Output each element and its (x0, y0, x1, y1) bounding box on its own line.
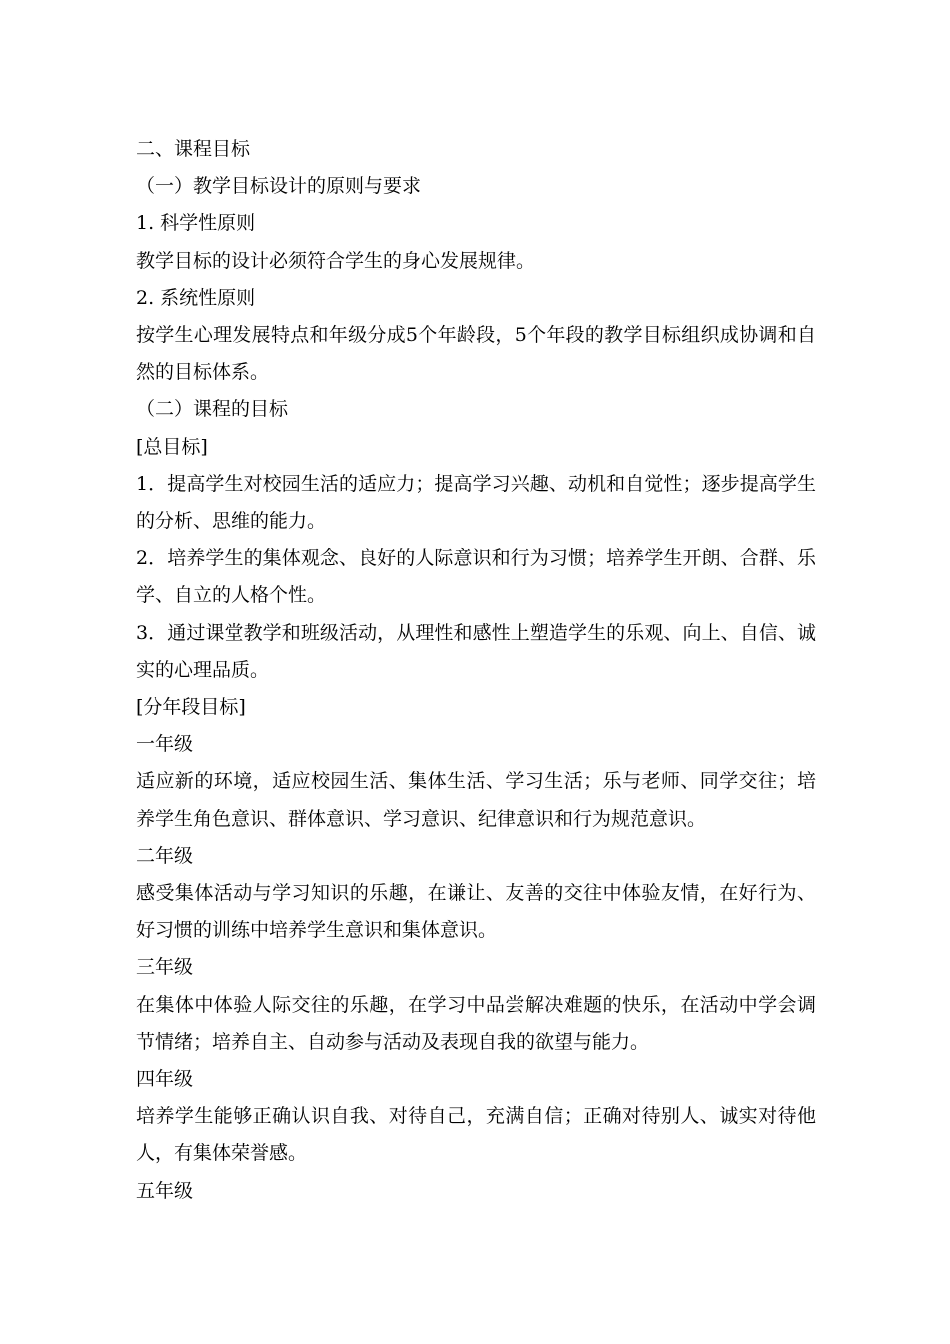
principle-2-title: 2. 系统性原则 (136, 286, 256, 309)
grade-name: 五年级 (136, 1179, 194, 1202)
subsection-title-goals: （二）课程的目标 (136, 398, 289, 421)
overall-goal-item: 3．通过课堂教学和班级活动，从理性和感性上塑造学生的乐观、向上、自信、诚实的心理品质。 (136, 621, 816, 681)
grade-goal-text: 培养学生能够正确认识自我、对待自己，充满自信；正确对待别人、诚实对待他人，有集体荣誉感。 (136, 1105, 816, 1165)
section-title: 二、课程目标 (136, 138, 251, 160)
subsection-title-principles: （一）教学目标设计的原则与要求 (136, 175, 422, 198)
grade-goal-text: 在集体中体验人际交往的乐趣，在学习中品尝解决难题的快乐，在活动中学会调节情绪；培养自主、自动参与活动及表现自我的欲望与能力。 (136, 993, 816, 1053)
principle-1-text: 教学目标的设计必须符合学生的身心发展规律。 (136, 249, 536, 272)
grade-goals-title: [分年段目标] (136, 695, 246, 718)
grade-name: 二年级 (136, 844, 194, 867)
grade-name: 一年级 (136, 733, 194, 756)
document-body (136, 131, 826, 1210)
principle-1-title: 1. 科学性原则 (136, 212, 256, 235)
overall-goal-item: 1．提高学生对校园生活的适应力；提高学习兴趣、动机和自觉性；逐步提高学生的分析、思维的能力。 (136, 472, 816, 532)
principle-2-text: 按学生心理发展特点和年级分成5个年龄段，5个年段的教学目标组织成协调和自然的目标体系。 (136, 323, 816, 384)
grade-name: 四年级 (136, 1067, 194, 1090)
grade-name: 三年级 (136, 956, 194, 979)
overall-goal-item: 2．培养学生的集体观念、良好的人际意识和行为习惯；培养学生开朗、合群、乐学、自立的人格个性。 (136, 547, 816, 607)
grade-goal-text: 感受集体活动与学习知识的乐趣，在谦让、友善的交往中体验友情，在好行为、好习惯的训练中培养学生意识和集体意识。 (136, 881, 816, 942)
overall-goals-title: [总目标] (136, 435, 208, 458)
grade-goal-text: 适应新的环境，适应校园生活、集体生活、学习生活；乐与老师、同学交往；培养学生角色意识、群体意识、学习意识、纪律意识和行为规范意识。 (136, 770, 816, 830)
